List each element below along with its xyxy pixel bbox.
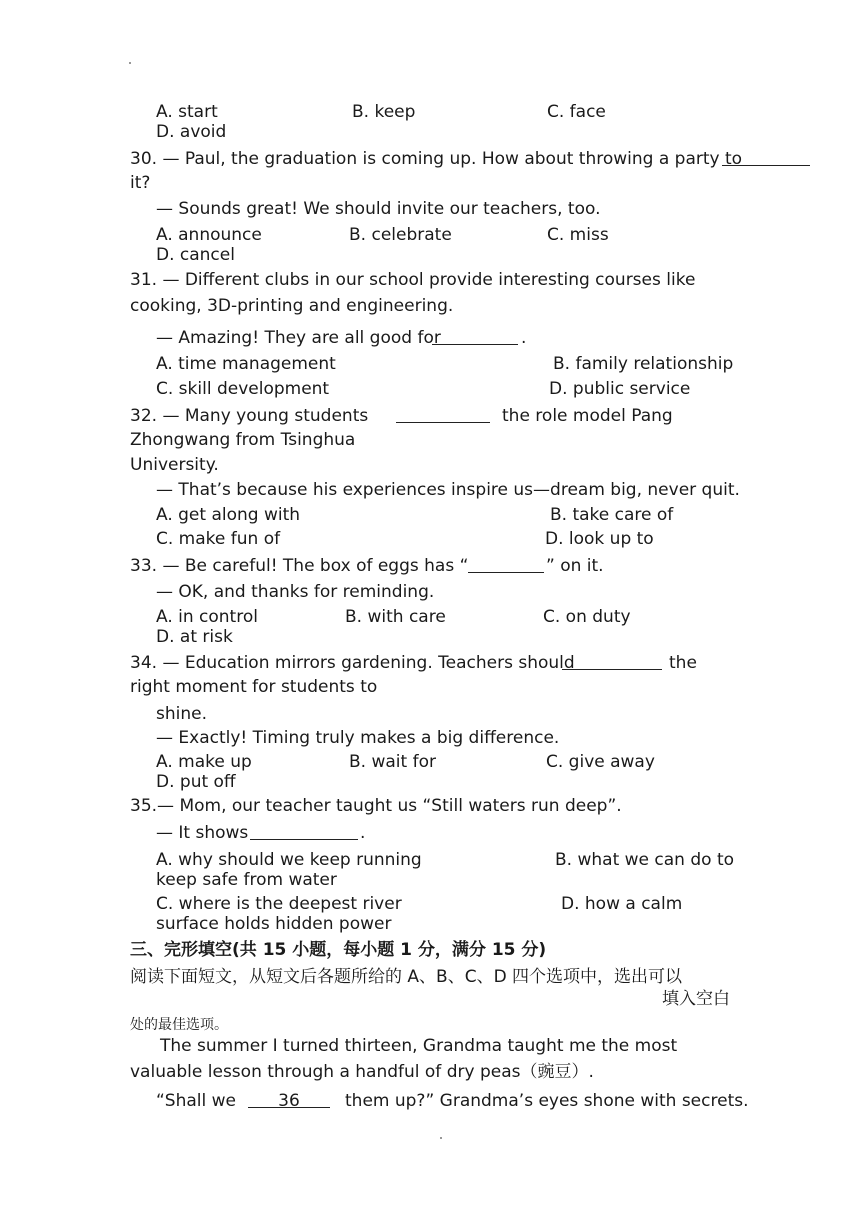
passage-line: “Shall we [156, 1091, 237, 1111]
q32-stem-after-blank: the role model Pang [502, 406, 673, 426]
q31-reply-end: . [521, 328, 527, 348]
passage-line: valuable lesson through a handful of dry peas（豌豆）. [130, 1062, 594, 1082]
q30-option-a[interactable]: A. announce [156, 225, 262, 245]
q35-option-c[interactable]: C. where is the deepest river [156, 894, 402, 914]
q33-option-d[interactable]: D. at risk [156, 627, 233, 647]
q34-option-c[interactable]: C. give away [546, 752, 655, 772]
q30-stem: 30. — Paul, the graduation is coming up. How about throwing a party to [130, 149, 743, 169]
q32-option-d[interactable]: D. look up to [545, 529, 654, 549]
q35-option-d[interactable]: D. how a calm [561, 894, 683, 914]
q29-option-d[interactable]: D. avoid [156, 122, 227, 142]
q34-option-a[interactable]: A. make up [156, 752, 252, 772]
q34-answer-blank[interactable] [562, 652, 662, 670]
q33-stem-end: ” on it. [546, 556, 604, 576]
q33-option-b[interactable]: B. with care [345, 607, 446, 627]
q31-option-d[interactable]: D. public service [549, 379, 691, 399]
q33-option-a[interactable]: A. in control [156, 607, 258, 627]
scan-speck [440, 1137, 442, 1139]
cloze-blank-36[interactable]: 36 [248, 1090, 330, 1108]
section-instructions: 阅读下面短文，从短文后各题所给的 A、B、C、D 四个选项中，选出可以 [130, 967, 683, 987]
q31-reply: — Amazing! They are all good for [156, 328, 441, 348]
section-instructions-end: 处的最佳选项。 [130, 1017, 228, 1033]
q32-stem: 32. — Many young students [130, 406, 369, 426]
q35-answer-blank[interactable] [250, 822, 358, 840]
q31-option-b[interactable]: B. family relationship [553, 354, 734, 374]
section-instructions-cont: 填入空白 [662, 989, 730, 1009]
q29-option-c[interactable]: C. face [547, 102, 606, 122]
q35-reply: — It shows [156, 823, 249, 843]
q30-option-b[interactable]: B. celebrate [349, 225, 452, 245]
q30-stem-cont: it? [130, 173, 151, 193]
passage-line: The summer I turned thirteen, Grandma taught me the most [160, 1036, 678, 1056]
q32-option-a[interactable]: A. get along with [156, 505, 301, 525]
q33-stem: 33. — Be careful! The box of eggs has “ [130, 556, 469, 576]
q29-option-b[interactable]: B. keep [352, 102, 416, 122]
q34-option-b[interactable]: B. wait for [349, 752, 436, 772]
q32-option-b[interactable]: B. take care of [550, 505, 674, 525]
q33-option-c[interactable]: C. on duty [543, 607, 631, 627]
scan-speck [129, 62, 131, 64]
section-heading: 三、完形填空(共 15 小题，每小题 1 分，满分 15 分) [130, 940, 547, 960]
q32-stem-cont: Zhongwang from Tsinghua [130, 430, 356, 450]
q35-option-c-cont: surface holds hidden power [156, 914, 392, 934]
q34-stem-cont: right moment for students to [130, 677, 378, 697]
q35-option-a[interactable]: A. why should we keep running [156, 850, 422, 870]
q34-stem-cont2: shine. [156, 704, 207, 724]
q30-option-d[interactable]: D. cancel [156, 245, 235, 265]
q34-reply: — Exactly! Timing truly makes a big difference. [156, 728, 560, 748]
q30-answer-blank[interactable] [722, 148, 810, 166]
q35-stem: 35.— Mom, our teacher taught us “Still waters run deep”. [130, 796, 622, 816]
q31-stem: 31. — Different clubs in our school provide interesting courses like [130, 270, 696, 290]
q34-stem-after-blank: the [669, 653, 697, 673]
q31-answer-blank[interactable] [432, 327, 518, 345]
q32-stem-cont2: University. [130, 455, 219, 475]
q33-answer-blank[interactable] [468, 555, 544, 573]
q34-option-d[interactable]: D. put off [156, 772, 236, 792]
q34-stem: 34. — Education mirrors gardening. Teachers should [130, 653, 575, 673]
q30-option-c[interactable]: C. miss [547, 225, 609, 245]
q32-answer-blank[interactable] [396, 405, 490, 423]
q35-option-b-cont: keep safe from water [156, 870, 337, 890]
q32-reply: — That’s because his experiences inspire us—dream big, never quit. [156, 480, 740, 500]
q31-option-c[interactable]: C. skill development [156, 379, 330, 399]
q31-stem-cont: cooking, 3D-printing and engineering. [130, 296, 454, 316]
q29-option-a[interactable]: A. start [156, 102, 218, 122]
q35-reply-end: . [360, 823, 366, 843]
q33-reply: — OK, and thanks for reminding. [156, 582, 435, 602]
q32-option-c[interactable]: C. make fun of [156, 529, 281, 549]
passage-line-cont: them up?” Grandma’s eyes shone with secrets. [345, 1091, 749, 1111]
q35-option-b[interactable]: B. what we can do to [555, 850, 735, 870]
q31-option-a[interactable]: A. time management [156, 354, 336, 374]
q30-reply: — Sounds great! We should invite our teachers, too. [156, 199, 601, 219]
